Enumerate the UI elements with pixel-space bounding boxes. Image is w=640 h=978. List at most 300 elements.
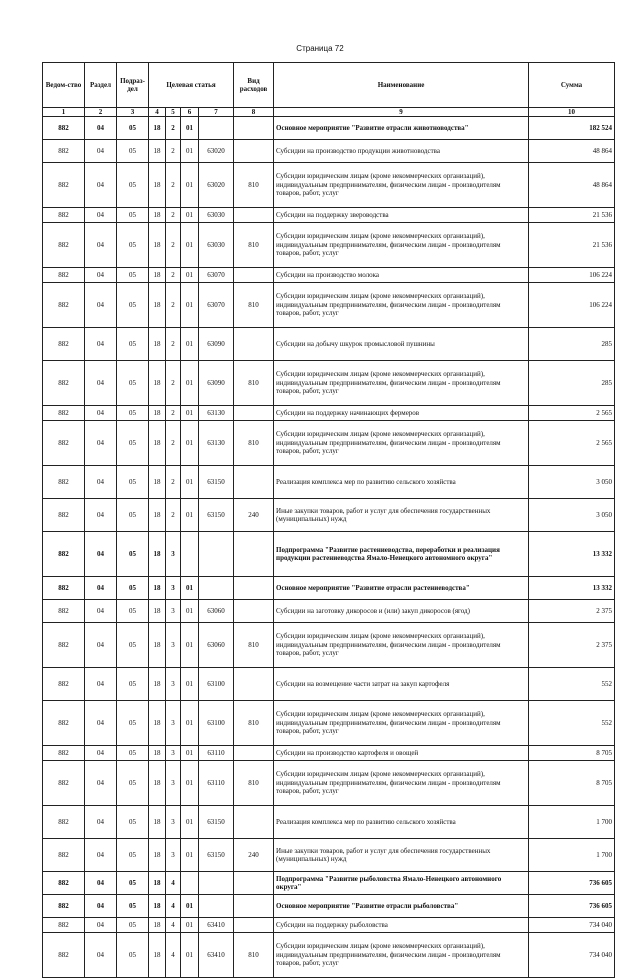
column-number: 8 xyxy=(234,108,274,117)
cell-vid-rashodov xyxy=(234,208,274,223)
column-number: 5 xyxy=(166,108,181,117)
cell-vid-rashodov: 810 xyxy=(234,283,274,328)
table-row xyxy=(43,918,615,933)
cell-podrazdel: 05 xyxy=(117,163,149,208)
cell-cs-event: 01 xyxy=(181,761,199,806)
cell-vid-rashodov xyxy=(234,406,274,421)
cell-naimenovanie: Субсидии юридическим лицам (кроме некоммерческих организаций), индивидуальным предпринимателям, физическим лицам - производителям товаров, работ, услуг xyxy=(274,163,529,208)
cell-cs-program: 18 xyxy=(149,933,166,978)
cell-vedomstvo: 882 xyxy=(43,361,85,406)
cell-vid-rashodov: 240 xyxy=(234,839,274,872)
cell-vedomstvo: 882 xyxy=(43,600,85,623)
cell-vid-rashodov xyxy=(234,872,274,895)
cell-razdel: 04 xyxy=(85,117,117,140)
table-row xyxy=(43,872,615,895)
cell-cs-subprogram: 3 xyxy=(166,623,181,668)
cell-cs-code xyxy=(199,532,234,577)
cell-cs-event: 01 xyxy=(181,918,199,933)
cell-razdel: 04 xyxy=(85,163,117,208)
cell-podrazdel: 05 xyxy=(117,268,149,283)
cell-razdel: 04 xyxy=(85,746,117,761)
column-number: 3 xyxy=(117,108,149,117)
cell-cs-event: 01 xyxy=(181,701,199,746)
cell-naimenovanie: Реализация комплекса мер по развитию сельского хозяйства xyxy=(274,806,529,839)
cell-podrazdel: 05 xyxy=(117,577,149,600)
cell-razdel: 04 xyxy=(85,623,117,668)
cell-podrazdel: 05 xyxy=(117,532,149,577)
cell-summa: 285 xyxy=(529,361,615,406)
cell-cs-code: 63150 xyxy=(199,806,234,839)
cell-summa: 552 xyxy=(529,701,615,746)
cell-summa: 1 700 xyxy=(529,839,615,872)
cell-cs-subprogram: 2 xyxy=(166,117,181,140)
cell-summa: 182 524 xyxy=(529,117,615,140)
cell-summa: 1 700 xyxy=(529,806,615,839)
cell-vid-rashodov: 810 xyxy=(234,361,274,406)
cell-cs-program: 18 xyxy=(149,872,166,895)
cell-vid-rashodov xyxy=(234,668,274,701)
cell-summa: 2 375 xyxy=(529,600,615,623)
cell-summa: 8 705 xyxy=(529,761,615,806)
cell-vid-rashodov: 810 xyxy=(234,761,274,806)
cell-razdel: 04 xyxy=(85,328,117,361)
cell-cs-subprogram: 2 xyxy=(166,140,181,163)
cell-vid-rashodov xyxy=(234,577,274,600)
cell-cs-program: 18 xyxy=(149,701,166,746)
cell-cs-program: 18 xyxy=(149,577,166,600)
cell-vid-rashodov: 810 xyxy=(234,701,274,746)
cell-razdel: 04 xyxy=(85,918,117,933)
cell-cs-subprogram: 3 xyxy=(166,701,181,746)
column-number: 6 xyxy=(181,108,199,117)
cell-cs-event: 01 xyxy=(181,839,199,872)
cell-cs-program: 18 xyxy=(149,140,166,163)
cell-razdel: 04 xyxy=(85,421,117,466)
cell-cs-code: 63130 xyxy=(199,421,234,466)
cell-vedomstvo: 882 xyxy=(43,872,85,895)
cell-naimenovanie: Субсидии юридическим лицам (кроме некоммерческих организаций), индивидуальным предпринимателям, физическим лицам - производителям товаров, работ, услуг xyxy=(274,701,529,746)
table-row xyxy=(43,163,615,208)
cell-cs-event: 01 xyxy=(181,328,199,361)
cell-naimenovanie: Иные закупки товаров, работ и услуг для обеспечения государственных (муниципальных) нужд xyxy=(274,839,529,872)
column-number: 10 xyxy=(529,108,615,117)
cell-vid-rashodov xyxy=(234,328,274,361)
cell-cs-program: 18 xyxy=(149,117,166,140)
cell-cs-program: 18 xyxy=(149,283,166,328)
cell-naimenovanie: Субсидии на производство продукции животноводства xyxy=(274,140,529,163)
column-number: 7 xyxy=(199,108,234,117)
cell-naimenovanie: Субсидии на поддержку рыболовства xyxy=(274,918,529,933)
cell-naimenovanie: Субсидии на добычу шкурок промысловой пушнины xyxy=(274,328,529,361)
cell-cs-code: 63100 xyxy=(199,701,234,746)
cell-cs-subprogram: 2 xyxy=(166,499,181,532)
table-row xyxy=(43,117,615,140)
cell-razdel: 04 xyxy=(85,577,117,600)
cell-cs-event: 01 xyxy=(181,163,199,208)
cell-cs-code: 63100 xyxy=(199,668,234,701)
table-row xyxy=(43,466,615,499)
cell-vid-rashodov: 810 xyxy=(234,933,274,978)
col-header-razdel: Раздел xyxy=(85,63,117,108)
column-number: 9 xyxy=(274,108,529,117)
cell-cs-event: 01 xyxy=(181,600,199,623)
cell-naimenovanie: Субсидии юридическим лицам (кроме некоммерческих организаций), индивидуальным предпринимателям, физическим лицам - производителям товаров, работ, услуг xyxy=(274,933,529,978)
cell-cs-code xyxy=(199,577,234,600)
cell-podrazdel: 05 xyxy=(117,933,149,978)
cell-podrazdel: 05 xyxy=(117,918,149,933)
cell-cs-event: 01 xyxy=(181,895,199,918)
cell-cs-program: 18 xyxy=(149,895,166,918)
table-row xyxy=(43,499,615,532)
cell-summa: 13 332 xyxy=(529,577,615,600)
cell-naimenovanie: Субсидии на возмещение части затрат на закуп картофеля xyxy=(274,668,529,701)
table-row xyxy=(43,223,615,268)
cell-razdel: 04 xyxy=(85,933,117,978)
cell-podrazdel: 05 xyxy=(117,872,149,895)
cell-cs-event: 01 xyxy=(181,421,199,466)
column-number: 2 xyxy=(85,108,117,117)
cell-cs-program: 18 xyxy=(149,406,166,421)
cell-vedomstvo: 882 xyxy=(43,140,85,163)
cell-summa: 106 224 xyxy=(529,268,615,283)
col-header-vedomstvo: Ведом-ство xyxy=(43,63,85,108)
table-row xyxy=(43,328,615,361)
cell-podrazdel: 05 xyxy=(117,117,149,140)
cell-summa: 285 xyxy=(529,328,615,361)
cell-cs-event: 01 xyxy=(181,140,199,163)
cell-vedomstvo: 882 xyxy=(43,283,85,328)
cell-podrazdel: 05 xyxy=(117,406,149,421)
cell-podrazdel: 05 xyxy=(117,600,149,623)
cell-razdel: 04 xyxy=(85,361,117,406)
cell-cs-event: 01 xyxy=(181,208,199,223)
cell-cs-event: 01 xyxy=(181,406,199,421)
cell-cs-code: 63410 xyxy=(199,933,234,978)
cell-naimenovanie: Подпрограмма "Развитие растениеводства, переработки и реализация продукции растениеводства Ямало-Ненецкого автономного округа" xyxy=(274,532,529,577)
cell-cs-code xyxy=(199,117,234,140)
col-header-celevaya-statya: Целевая статья xyxy=(149,63,234,108)
cell-cs-subprogram: 2 xyxy=(166,268,181,283)
cell-cs-event: 01 xyxy=(181,466,199,499)
cell-razdel: 04 xyxy=(85,208,117,223)
col-header-summa: Сумма xyxy=(529,63,615,108)
column-number: 4 xyxy=(149,108,166,117)
cell-vid-rashodov: 810 xyxy=(234,421,274,466)
cell-cs-code: 63060 xyxy=(199,623,234,668)
cell-cs-subprogram: 4 xyxy=(166,872,181,895)
cell-cs-code: 63110 xyxy=(199,761,234,806)
column-number-row xyxy=(43,108,615,117)
cell-naimenovanie: Основное мероприятие "Развитие отрасли животноводства" xyxy=(274,117,529,140)
cell-razdel: 04 xyxy=(85,466,117,499)
cell-podrazdel: 05 xyxy=(117,223,149,268)
cell-summa: 3 050 xyxy=(529,499,615,532)
cell-razdel: 04 xyxy=(85,668,117,701)
cell-cs-subprogram: 2 xyxy=(166,208,181,223)
cell-vid-rashodov xyxy=(234,117,274,140)
cell-cs-event: 01 xyxy=(181,223,199,268)
cell-razdel: 04 xyxy=(85,140,117,163)
cell-cs-program: 18 xyxy=(149,328,166,361)
cell-vedomstvo: 882 xyxy=(43,895,85,918)
cell-podrazdel: 05 xyxy=(117,701,149,746)
table-row xyxy=(43,701,615,746)
cell-naimenovanie: Субсидии на производство картофеля и овощей xyxy=(274,746,529,761)
cell-razdel: 04 xyxy=(85,872,117,895)
cell-vedomstvo: 882 xyxy=(43,701,85,746)
cell-cs-code: 63410 xyxy=(199,918,234,933)
table-row xyxy=(43,268,615,283)
cell-cs-code xyxy=(199,895,234,918)
cell-cs-event: 01 xyxy=(181,933,199,978)
table-row xyxy=(43,746,615,761)
cell-summa: 21 536 xyxy=(529,208,615,223)
table-row xyxy=(43,283,615,328)
cell-cs-program: 18 xyxy=(149,600,166,623)
cell-vedomstvo: 882 xyxy=(43,839,85,872)
cell-cs-code: 63090 xyxy=(199,361,234,406)
cell-cs-event: 01 xyxy=(181,668,199,701)
cell-podrazdel: 05 xyxy=(117,623,149,668)
table-row xyxy=(43,895,615,918)
table-row xyxy=(43,421,615,466)
cell-cs-subprogram: 3 xyxy=(166,806,181,839)
cell-vid-rashodov xyxy=(234,532,274,577)
cell-podrazdel: 05 xyxy=(117,839,149,872)
cell-summa: 3 050 xyxy=(529,466,615,499)
cell-cs-program: 18 xyxy=(149,839,166,872)
cell-summa: 106 224 xyxy=(529,283,615,328)
cell-vedomstvo: 882 xyxy=(43,577,85,600)
cell-cs-program: 18 xyxy=(149,466,166,499)
cell-cs-event: 01 xyxy=(181,577,199,600)
cell-cs-program: 18 xyxy=(149,163,166,208)
cell-naimenovanie: Субсидии юридическим лицам (кроме некоммерческих организаций), индивидуальным предпринимателям, физическим лицам - производителям товаров, работ, услуг xyxy=(274,361,529,406)
cell-vedomstvo: 882 xyxy=(43,466,85,499)
table-row xyxy=(43,933,615,978)
table-row xyxy=(43,806,615,839)
table-row xyxy=(43,623,615,668)
page-number-header: Страница 72 xyxy=(296,44,344,53)
cell-summa: 552 xyxy=(529,668,615,701)
cell-cs-code: 63030 xyxy=(199,208,234,223)
cell-podrazdel: 05 xyxy=(117,140,149,163)
cell-cs-program: 18 xyxy=(149,918,166,933)
cell-summa: 8 705 xyxy=(529,746,615,761)
cell-cs-event: 01 xyxy=(181,361,199,406)
cell-razdel: 04 xyxy=(85,701,117,746)
table-row xyxy=(43,761,615,806)
header-row xyxy=(43,63,615,108)
cell-vedomstvo: 882 xyxy=(43,806,85,839)
cell-cs-code: 63020 xyxy=(199,140,234,163)
budget-table xyxy=(42,62,615,978)
cell-vid-rashodov xyxy=(234,466,274,499)
cell-vid-rashodov: 810 xyxy=(234,223,274,268)
cell-summa: 736 605 xyxy=(529,872,615,895)
cell-cs-event: 01 xyxy=(181,499,199,532)
table-row xyxy=(43,140,615,163)
cell-vedomstvo: 882 xyxy=(43,668,85,701)
cell-vedomstvo: 882 xyxy=(43,406,85,421)
cell-cs-program: 18 xyxy=(149,532,166,577)
cell-razdel: 04 xyxy=(85,499,117,532)
cell-summa: 21 536 xyxy=(529,223,615,268)
cell-cs-event: 01 xyxy=(181,806,199,839)
cell-vid-rashodov xyxy=(234,268,274,283)
cell-cs-subprogram: 2 xyxy=(166,421,181,466)
table-body xyxy=(43,117,615,978)
cell-cs-program: 18 xyxy=(149,761,166,806)
cell-podrazdel: 05 xyxy=(117,761,149,806)
cell-naimenovanie: Субсидии на поддержку звероводства xyxy=(274,208,529,223)
cell-cs-event: 01 xyxy=(181,268,199,283)
cell-summa: 734 040 xyxy=(529,918,615,933)
cell-cs-subprogram: 4 xyxy=(166,933,181,978)
cell-razdel: 04 xyxy=(85,839,117,872)
cell-podrazdel: 05 xyxy=(117,328,149,361)
cell-cs-subprogram: 4 xyxy=(166,918,181,933)
cell-vedomstvo: 882 xyxy=(43,117,85,140)
cell-cs-code: 63070 xyxy=(199,268,234,283)
cell-cs-subprogram: 2 xyxy=(166,223,181,268)
cell-cs-program: 18 xyxy=(149,623,166,668)
cell-cs-subprogram: 3 xyxy=(166,577,181,600)
cell-naimenovanie: Иные закупки товаров, работ и услуг для обеспечения государственных (муниципальных) нужд xyxy=(274,499,529,532)
cell-vid-rashodov xyxy=(234,746,274,761)
cell-cs-event xyxy=(181,872,199,895)
cell-cs-program: 18 xyxy=(149,208,166,223)
cell-cs-program: 18 xyxy=(149,806,166,839)
cell-cs-code: 63150 xyxy=(199,499,234,532)
cell-cs-subprogram: 3 xyxy=(166,839,181,872)
cell-podrazdel: 05 xyxy=(117,806,149,839)
cell-podrazdel: 05 xyxy=(117,466,149,499)
cell-naimenovanie: Субсидии юридическим лицам (кроме некоммерческих организаций), индивидуальным предпринимателям, физическим лицам - производителям товаров, работ, услуг xyxy=(274,623,529,668)
cell-vedomstvo: 882 xyxy=(43,761,85,806)
cell-cs-code xyxy=(199,872,234,895)
cell-podrazdel: 05 xyxy=(117,208,149,223)
cell-cs-subprogram: 2 xyxy=(166,406,181,421)
cell-cs-event: 01 xyxy=(181,746,199,761)
cell-naimenovanie: Субсидии юридическим лицам (кроме некоммерческих организаций), индивидуальным предпринимателям, физическим лицам - производителям товаров, работ, услуг xyxy=(274,283,529,328)
cell-vedomstvo: 882 xyxy=(43,933,85,978)
cell-cs-subprogram: 3 xyxy=(166,600,181,623)
table-row xyxy=(43,600,615,623)
cell-cs-code: 63130 xyxy=(199,406,234,421)
cell-vid-rashodov xyxy=(234,806,274,839)
cell-cs-subprogram: 3 xyxy=(166,761,181,806)
cell-razdel: 04 xyxy=(85,806,117,839)
cell-summa: 13 332 xyxy=(529,532,615,577)
cell-cs-subprogram: 4 xyxy=(166,895,181,918)
cell-naimenovanie: Субсидии юридическим лицам (кроме некоммерческих организаций), индивидуальным предпринимателям, физическим лицам - производителям товаров, работ, услуг xyxy=(274,761,529,806)
cell-cs-subprogram: 2 xyxy=(166,466,181,499)
cell-podrazdel: 05 xyxy=(117,895,149,918)
cell-vedomstvo: 882 xyxy=(43,328,85,361)
cell-cs-code: 63090 xyxy=(199,328,234,361)
cell-vid-rashodov: 240 xyxy=(234,499,274,532)
cell-vedomstvo: 882 xyxy=(43,746,85,761)
cell-cs-code: 63150 xyxy=(199,466,234,499)
table-row xyxy=(43,839,615,872)
cell-vedomstvo: 882 xyxy=(43,208,85,223)
table-row xyxy=(43,208,615,223)
cell-podrazdel: 05 xyxy=(117,499,149,532)
cell-summa: 2 565 xyxy=(529,406,615,421)
cell-razdel: 04 xyxy=(85,223,117,268)
col-header-podrazdel: Подраз-дел xyxy=(117,63,149,108)
table-row xyxy=(43,668,615,701)
cell-naimenovanie: Основное мероприятие "Развитие отрасли рыболовства" xyxy=(274,895,529,918)
col-header-vid-rashodov: Вид расходов xyxy=(234,63,274,108)
cell-vid-rashodov xyxy=(234,918,274,933)
cell-podrazdel: 05 xyxy=(117,361,149,406)
table-row xyxy=(43,532,615,577)
cell-razdel: 04 xyxy=(85,600,117,623)
cell-cs-subprogram: 3 xyxy=(166,532,181,577)
cell-naimenovanie: Основное мероприятие "Развитие отрасли растениеводства" xyxy=(274,577,529,600)
table-row xyxy=(43,577,615,600)
cell-naimenovanie: Реализация комплекса мер по развитию сельского хозяйства xyxy=(274,466,529,499)
cell-razdel: 04 xyxy=(85,532,117,577)
cell-summa: 2 565 xyxy=(529,421,615,466)
col-header-naimenovanie: Наименование xyxy=(274,63,529,108)
cell-summa: 48 864 xyxy=(529,140,615,163)
cell-cs-code: 63110 xyxy=(199,746,234,761)
cell-razdel: 04 xyxy=(85,895,117,918)
cell-cs-subprogram: 2 xyxy=(166,361,181,406)
cell-cs-code: 63150 xyxy=(199,839,234,872)
cell-razdel: 04 xyxy=(85,761,117,806)
cell-podrazdel: 05 xyxy=(117,421,149,466)
cell-cs-code: 63060 xyxy=(199,600,234,623)
cell-vid-rashodov: 810 xyxy=(234,163,274,208)
cell-naimenovanie: Субсидии на заготовку дикоросов и (или) закуп дикоросов (ягод) xyxy=(274,600,529,623)
cell-cs-code: 63030 xyxy=(199,223,234,268)
cell-cs-subprogram: 2 xyxy=(166,328,181,361)
cell-cs-program: 18 xyxy=(149,746,166,761)
cell-razdel: 04 xyxy=(85,268,117,283)
cell-cs-event xyxy=(181,532,199,577)
cell-podrazdel: 05 xyxy=(117,668,149,701)
cell-summa: 736 605 xyxy=(529,895,615,918)
cell-cs-code: 63070 xyxy=(199,283,234,328)
cell-cs-program: 18 xyxy=(149,268,166,283)
cell-podrazdel: 05 xyxy=(117,283,149,328)
cell-razdel: 04 xyxy=(85,283,117,328)
cell-podrazdel: 05 xyxy=(117,746,149,761)
cell-vedomstvo: 882 xyxy=(43,421,85,466)
cell-razdel: 04 xyxy=(85,406,117,421)
cell-vedomstvo: 882 xyxy=(43,223,85,268)
cell-cs-program: 18 xyxy=(149,223,166,268)
cell-summa: 48 864 xyxy=(529,163,615,208)
cell-cs-code: 63020 xyxy=(199,163,234,208)
cell-cs-subprogram: 3 xyxy=(166,668,181,701)
cell-cs-program: 18 xyxy=(149,668,166,701)
cell-cs-program: 18 xyxy=(149,421,166,466)
cell-naimenovanie: Субсидии на поддержку начинающих фермеров xyxy=(274,406,529,421)
cell-vedomstvo: 882 xyxy=(43,532,85,577)
cell-vedomstvo: 882 xyxy=(43,623,85,668)
cell-cs-subprogram: 2 xyxy=(166,163,181,208)
cell-naimenovanie: Субсидии юридическим лицам (кроме некоммерческих организаций), индивидуальным предпринимателям, физическим лицам - производителям товаров, работ, услуг xyxy=(274,421,529,466)
table-row xyxy=(43,406,615,421)
cell-summa: 734 040 xyxy=(529,933,615,978)
cell-vedomstvo: 882 xyxy=(43,163,85,208)
cell-naimenovanie: Субсидии юридическим лицам (кроме некоммерческих организаций), индивидуальным предпринимателям, физическим лицам - производителям товаров, работ, услуг xyxy=(274,223,529,268)
